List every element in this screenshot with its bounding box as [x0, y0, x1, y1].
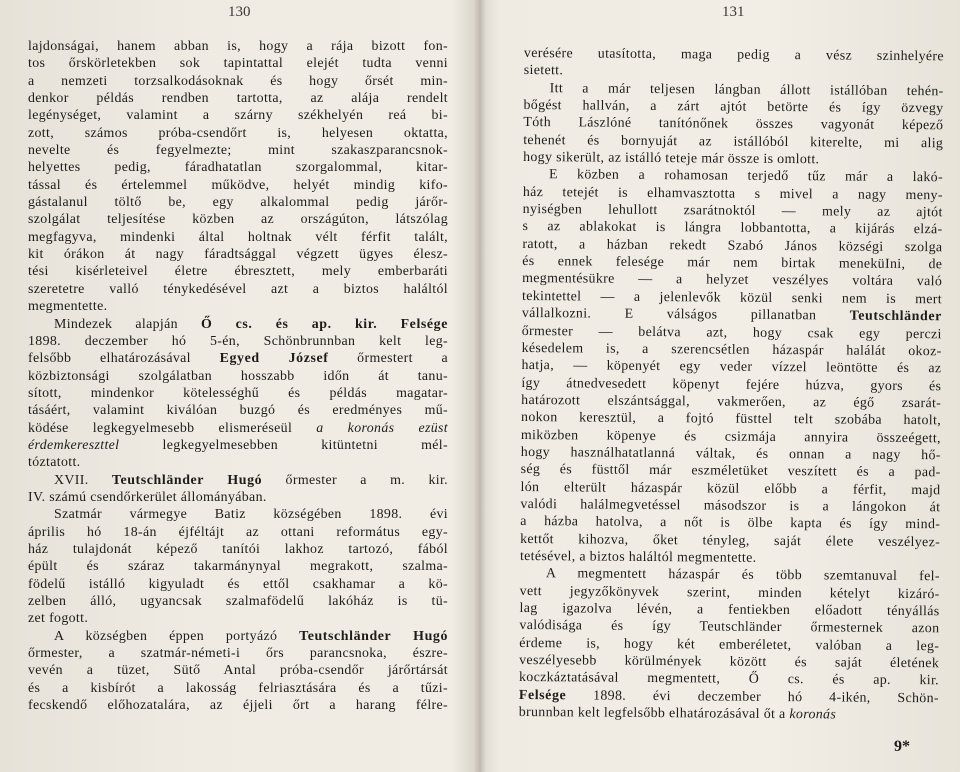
right-page	[482, 0, 960, 772]
text-line: épült és száraz takarmánynyal megrakott, szalma-	[28, 559, 448, 575]
text-line: április hó 18-án éjféltájt az ottani református egy-	[28, 524, 448, 540]
text-line: és ennek felesége már nem birtak meneküIni, de	[522, 254, 943, 273]
text-line: zet fogott.	[28, 611, 89, 627]
text-line: őrmester, a szatmár-németi-i őrs parancsnoka, észre-	[28, 646, 448, 662]
text-line: kit órákon át nagy fáradtsággal végzett ügyes élesz-	[28, 247, 448, 263]
text-line: közbiztonsági szolgálatban hosszabb időn át tanu-	[28, 368, 448, 384]
bold-text: Teutschländer Hugó	[111, 472, 263, 488]
bold-text: Teutschländer	[849, 308, 942, 325]
text-line: zelben álló, ugyancsak szalmafödelű lakóház is tü-	[28, 594, 448, 609]
text-line: és a kisbírót a lakosság felriasztására és a tűzi-	[28, 680, 448, 696]
text-line: s az ablakokat is lángra lobbantotta, a kijárás elzá-	[522, 219, 943, 238]
text-line	[519, 704, 939, 725]
text-line: fecskendő előhozatalára, az éjjeli őrt a harang félre-	[28, 698, 448, 714]
text-line: zott, számos próba-csendőrt is, helyesen oktatta,	[28, 125, 448, 141]
bold-text: Egyed József	[219, 351, 329, 367]
text-line: késedelem is, a szerencsétlen házaspár halálát okoz-	[521, 340, 942, 360]
text-line: vett jegyzőkönyvek szerint, minden kételyt kizáró-	[519, 583, 940, 602]
text-line: denkor példás rendben tartotta, az alája rendelt	[28, 91, 448, 107]
text-line: ház tulajdonát képező tanítói lakhoz tartozó, fából	[28, 541, 448, 557]
italic-text: a koronás ezüst	[316, 420, 448, 436]
text-line: így átnedvesedett köpenyt fejére húzva, gyors és	[521, 375, 942, 394]
text-line: bőgést hallván, a zárt ajtót betörte és így özvegy	[523, 98, 944, 117]
text-line	[28, 350, 448, 367]
text-line: E közben a rohamosan terjedő tűz már a lakó-	[548, 167, 944, 186]
text-line: födelű istálló kigyuladt és ettől csakhamar a kö-	[28, 576, 448, 592]
text-line: szolgálat teljesítése közben az országúton, látszólag	[28, 212, 448, 228]
italic-text: koronás	[789, 707, 837, 723]
text-line: 1898. deczember hó 5-én, Schönbrunnban kelt leg-	[28, 333, 448, 349]
text-line: lajdonságai, hanem abban is, hogy a rája bizott fon-	[28, 39, 448, 54]
text-line: nevelte és fegyelmezte; mint szakaszparancsnok-	[28, 143, 448, 159]
text-run: A községben éppen portyázó	[54, 628, 300, 644]
text-line: veszélyesebb körülmények között és saját életének	[519, 653, 940, 672]
text-line: megmentésükre — a helyzet veszélyes voltára való	[522, 271, 943, 290]
text-line: kettőt kihozva, őket tényleg, saját élete veszélyez-	[520, 531, 941, 550]
text-line: koczkáztatásával megmentett, Ő cs. és ap. kir.	[518, 670, 940, 689]
text-line: sietett.	[523, 63, 564, 79]
text-line: a nemzeti torzsalkodásoknak és hogy őrsét min-	[28, 73, 448, 89]
text-line: ratott, a házban rekedt Szabó János községi szolga	[522, 236, 943, 256]
text-line: ház tetejét is elhamvasztotta s mivel a nagy meny-	[522, 184, 943, 204]
text-run: legkegyelmesebben kitüntetni mél-	[119, 437, 448, 453]
text-line: hatja, — köpenyét egy veder vízzel leöntötte és az	[521, 358, 942, 377]
text-line: gástalanul töltő be, egy alkalommal pedig járőr-	[28, 195, 448, 211]
text-line: határozott elszántsággal, vakmerően, az égő zsarát-	[521, 392, 942, 412]
text-line: megmentette.	[28, 299, 108, 315]
text-run: Mindezek alapján	[54, 316, 201, 332]
text-line: lón elterült házaspár közül előbb a férfit, majd	[520, 479, 941, 498]
text-line: helyettes pedig, fáradhatatlan szorgalommal, kitar-	[28, 160, 448, 176]
text-line: vevén a tüzet, Sütő Antal próba-csendőr járőrtársát	[28, 663, 448, 679]
text-run: felsőbb elhatározásával	[28, 351, 220, 367]
text-line: érdeme is, hogy két emberéletet, valóban a leg-	[519, 635, 940, 654]
text-line: tóztatott.	[28, 455, 81, 471]
text-line: Tóth Lászlóné tanítónőnek összes vagyonát képező	[523, 115, 944, 134]
text-line	[28, 472, 448, 489]
text-line: tekintettel — a jelenlevők közül senki nem is mert	[521, 288, 943, 308]
text-line: verésére utasította, maga pedig a vész szinhelyére	[523, 45, 944, 65]
text-line	[28, 437, 448, 454]
text-run: vállalkozni. E válságos pillanatban	[521, 306, 850, 324]
text-line: ség és füsttől már eszméletüket veszített és a pad-	[520, 462, 941, 481]
page-number: 131	[722, 4, 745, 20]
text-run: őrmestert a	[328, 351, 448, 367]
text-line: tetésével, a biztos haláltól megmentette.	[519, 548, 757, 566]
text-run: ködése legkegyelmesebb elismeréseül	[28, 420, 317, 436]
text-line: legénységet, valamint a szárny székhelyén reá bi-	[28, 108, 448, 124]
text-run: őrmester a m. kir.	[262, 472, 448, 488]
text-run: XVII.	[54, 472, 112, 488]
text-line: megfagyva, mindenki által holtnak vélt férfit talált,	[28, 229, 448, 245]
text-line: IV. számú csendőrkerület állományában.	[28, 489, 267, 505]
text-line: nokon keresztül, a fojtó füsttel telt szobába hatolt,	[521, 410, 942, 429]
text-line	[28, 420, 448, 437]
text-line: tással és értelemmel működve, helyét mindig kifo-	[28, 177, 448, 193]
text-line: hogy használhatatlanná váltak, és onnan a nagy hő-	[520, 444, 941, 464]
bold-text: Teutschländer Hugó	[299, 628, 448, 644]
text-line	[28, 628, 448, 645]
italic-text: érdemkereszttel	[28, 437, 120, 453]
text-line: Szatmár vármegye Batiz községében 1898. évi	[54, 507, 448, 523]
text-line: tési kisérleteivel életre ébresztett, mely emberbaráti	[28, 264, 448, 280]
text-line: valódi halálmegvetéssel másodszor is a lángokon át	[520, 496, 941, 516]
text-line: tehenét és bornyuját az istállóból kiterelte, mi alig	[523, 132, 944, 152]
signature-mark: 9*	[894, 738, 910, 755]
page-number: 130	[228, 4, 251, 20]
text-run: 1898. évi deczember hó 4-ikén, Schön-	[566, 688, 939, 706]
text-line: A megmentett házaspár és több szemtanuval fel-	[545, 566, 940, 585]
text-line: szeretetre valló ténykedésével azt a biztos haláltól	[28, 281, 448, 297]
text-line: tásáért, valamint kiválóan buzgó és eredményes mű-	[28, 403, 448, 419]
text-line: nyiségben lehullott zsarátnoktól — mely az ajtót	[522, 202, 943, 221]
bold-text: Felsége	[518, 687, 567, 704]
text-line: tos őrskörletekben sok tapintattal elejét tudta venni	[28, 56, 448, 72]
text-line: a házba hatolva, a nőt is ölbe kapta és így mind-	[520, 514, 941, 533]
text-line: sított, mindenkor kötelességhű és példás magatar-	[28, 385, 448, 401]
text-run: brunnban kelt legfelsőbb elhatározásával őt a	[518, 705, 790, 723]
left-page	[0, 0, 478, 772]
text-line	[28, 316, 448, 333]
text-line: Itt a már teljesen lángban állott istállóban tehén-	[549, 80, 944, 99]
page-body-text	[519, 45, 944, 725]
bold-text: Ő cs. és ap. kir. Felsége	[200, 316, 448, 332]
page-body-text	[28, 38, 448, 714]
text-line: lag igazolva lévén, a fentiekben előadott tényállás	[519, 600, 940, 620]
text-line: miközben köpenye és csizmája annyira összeégett,	[520, 427, 941, 446]
text-line: hogy sikerült, az istálló teteje már össze is omlott.	[523, 150, 820, 168]
text-line: őrmester — belátva azt, hogy csak egy perczi	[521, 323, 942, 342]
text-line: valódisága és így Teutschländer őrmesternek azon	[519, 618, 940, 637]
